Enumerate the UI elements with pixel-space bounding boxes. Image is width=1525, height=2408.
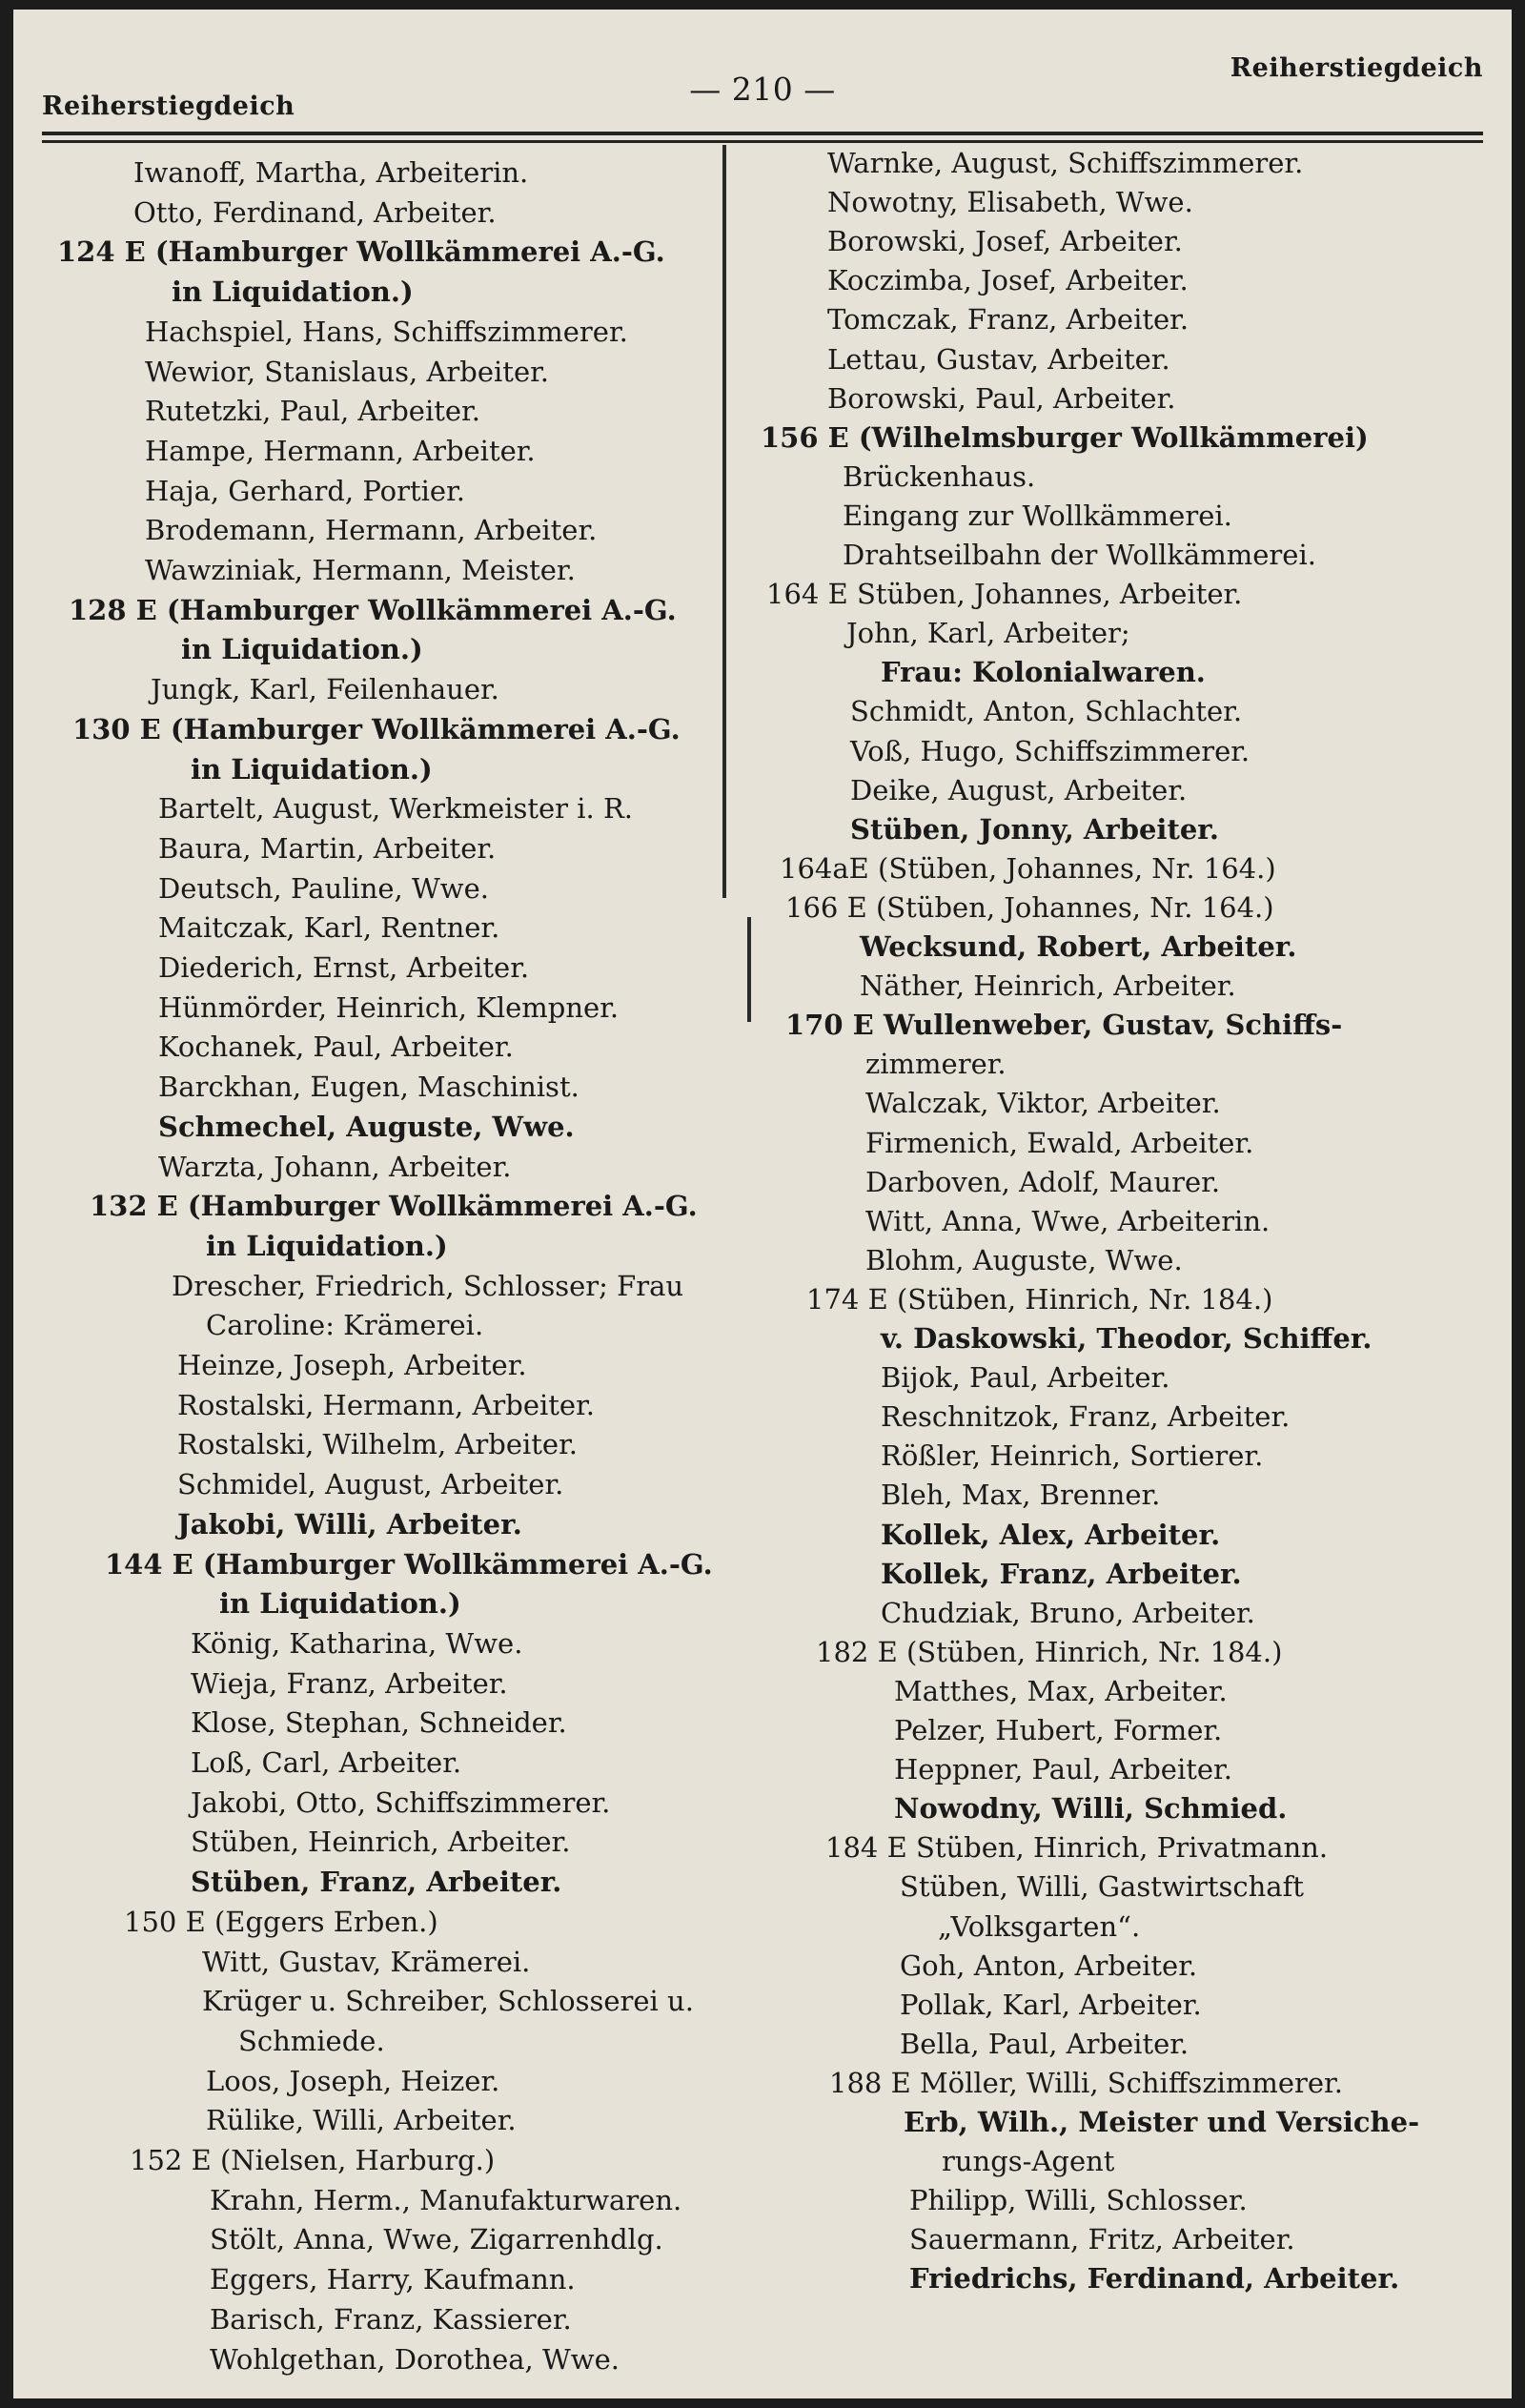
- left-column-line: Brodemann, Hermann, Arbeiter.: [145, 514, 598, 547]
- running-head-left: Reiherstiegdeich: [42, 92, 295, 121]
- left-column-line: Deutsch, Pauline, Wwe.: [158, 871, 489, 905]
- right-column-line: Kollek, Alex, Arbeiter.: [881, 1518, 1221, 1551]
- left-column-line: Wieja, Franz, Arbeiter.: [191, 1666, 508, 1700]
- right-column-line: 184 E Stüben, Hinrich, Privatmann.: [825, 1831, 1329, 1865]
- left-column-line: Baura, Martin, Arbeiter.: [158, 831, 497, 865]
- left-column-line: Wohlgethan, Dorothea, Wwe.: [210, 2342, 620, 2376]
- left-column-line: Jungk, Karl, Feilenhauer.: [151, 673, 499, 706]
- right-column-line: „Volksgarten“.: [938, 1909, 1141, 1943]
- right-column-line: Chudziak, Bruno, Arbeiter.: [881, 1596, 1255, 1629]
- right-column-line: Philipp, Willi, Schlosser.: [909, 2184, 1248, 2217]
- left-column-line: Bartelt, August, Werkmeister i. R.: [158, 792, 633, 826]
- left-column-line: Caroline: Krämerei.: [206, 1309, 484, 1342]
- right-column-line: Wecksund, Robert, Arbeiter.: [860, 930, 1297, 963]
- left-column-line: Eggers, Harry, Kaufmann.: [210, 2263, 576, 2296]
- right-column-line: Näther, Heinrich, Arbeiter.: [860, 969, 1236, 1003]
- left-column-line: Hünmörder, Heinrich, Klempner.: [158, 990, 620, 1024]
- left-column-line: Klose, Stephan, Schneider.: [191, 1706, 567, 1740]
- right-column-line: 164aE (Stüben, Johannes, Nr. 164.): [780, 851, 1276, 885]
- right-column-line: Witt, Anna, Wwe, Arbeiterin.: [865, 1204, 1271, 1237]
- header-rule-thin: [42, 140, 1483, 143]
- right-column-line: Bijok, Paul, Arbeiter.: [881, 1361, 1170, 1395]
- right-column-line: Rößler, Heinrich, Sortierer.: [881, 1439, 1264, 1473]
- right-column-line: Warnke, August, Schiffszimmerer.: [827, 147, 1304, 179]
- left-column-line: Drescher, Friedrich, Schlosser; Frau: [172, 1269, 684, 1302]
- left-column-line: Barckhan, Eugen, Maschinist.: [158, 1071, 580, 1104]
- right-column-line: 164 E Stüben, Johannes, Arbeiter.: [766, 578, 1243, 611]
- left-column-line: Rostalski, Wilhelm, Arbeiter.: [177, 1428, 578, 1461]
- page-number: — 210 —: [689, 71, 836, 108]
- left-column-line: 130 E (Hamburger Wollkämmerei A.-G.: [72, 712, 681, 745]
- left-column-line: Otto, Ferdinand, Arbeiter.: [133, 195, 497, 229]
- right-column-line: Matthes, Max, Arbeiter.: [894, 1674, 1228, 1707]
- left-column-line: in Liquidation.): [172, 275, 414, 309]
- left-column-line: 132 E (Hamburger Wollkämmerei A.-G.: [90, 1190, 698, 1223]
- left-column-line: Rostalski, Hermann, Arbeiter.: [177, 1388, 595, 1421]
- right-column-line: Deike, August, Arbeiter.: [850, 773, 1188, 806]
- left-column-line: Wewior, Stanislaus, Arbeiter.: [145, 355, 549, 388]
- right-column-line: zimmerer.: [865, 1048, 1006, 1081]
- right-column-line: Heppner, Paul, Arbeiter.: [894, 1753, 1232, 1786]
- left-column-line: König, Katharina, Wwe.: [191, 1626, 523, 1660]
- left-column-line: Loos, Joseph, Heizer.: [206, 2064, 500, 2097]
- left-column-line: Jakobi, Otto, Schiffszimmerer.: [191, 1786, 611, 1819]
- right-column-line: Voß, Hugo, Schiffszimmerer.: [850, 734, 1250, 767]
- left-column-line: Schmiede.: [238, 2024, 385, 2057]
- left-column-line: Hachspiel, Hans, Schiffszimmerer.: [145, 315, 628, 348]
- right-column-line: Pollak, Karl, Arbeiter.: [900, 1988, 1202, 2021]
- left-column-line: in Liquidation.): [181, 633, 423, 666]
- left-column-line: Maitczak, Karl, Rentner.: [158, 911, 500, 945]
- right-column-line: Erb, Wilh., Meister und Versiche-: [904, 2106, 1420, 2138]
- left-column-line: Diederich, Ernst, Arbeiter.: [158, 951, 530, 984]
- left-column-line: 124 E (Hamburger Wollkämmerei A.-G.: [57, 235, 665, 269]
- right-column-line: Schmidt, Anton, Schlachter.: [850, 695, 1243, 728]
- right-column-line: 188 E Möller, Willi, Schiffszimmerer.: [829, 2066, 1343, 2099]
- document-page: [13, 10, 1512, 2398]
- right-column-line: Lettau, Gustav, Arbeiter.: [827, 342, 1170, 376]
- left-column-line: Stölt, Anna, Wwe, Zigarrenhdlg.: [210, 2223, 663, 2256]
- right-column-line: Drahtseilbahn der Wollkämmerei.: [843, 539, 1316, 571]
- right-column-line: Goh, Anton, Arbeiter.: [900, 1949, 1198, 1982]
- right-column-line: Frau: Kolonialwaren.: [881, 656, 1206, 689]
- left-column-line: Rülike, Willi, Arbeiter.: [206, 2104, 517, 2137]
- right-column-line: John, Karl, Arbeiter;: [846, 617, 1130, 650]
- right-column-line: Borowski, Paul, Arbeiter.: [827, 381, 1176, 415]
- left-column-line: Krüger u. Schreiber, Schlosserei u.: [202, 1985, 694, 2018]
- right-column-line: Kollek, Franz, Arbeiter.: [881, 1557, 1242, 1590]
- column-divider: [722, 145, 726, 898]
- left-column-line: Witt, Gustav, Krämerei.: [202, 1945, 531, 1978]
- right-column-line: 156 E (Wilhelmsburger Wollkämmerei): [761, 420, 1369, 454]
- left-column-line: Barisch, Franz, Kassierer.: [210, 2302, 572, 2336]
- right-column-line: 182 E (Stüben, Hinrich, Nr. 184.): [816, 1635, 1283, 1668]
- right-column-line: Darboven, Adolf, Maurer.: [865, 1165, 1221, 1198]
- left-column-line: in Liquidation.): [206, 1229, 448, 1262]
- left-column-line: Rutetzki, Paul, Arbeiter.: [145, 395, 480, 428]
- left-column-line: Kochanek, Paul, Arbeiter.: [158, 1031, 514, 1064]
- left-column-line: Stüben, Franz, Arbeiter.: [191, 1866, 562, 1899]
- right-column-line: Pelzer, Hubert, Former.: [894, 1714, 1223, 1746]
- left-column-line: in Liquidation.): [191, 752, 433, 786]
- left-column-line: 152 E (Nielsen, Harburg.): [130, 2144, 496, 2176]
- right-column-line: Walczak, Viktor, Arbeiter.: [865, 1087, 1221, 1120]
- left-column-line: Haja, Gerhard, Portier.: [145, 474, 465, 507]
- right-column-line: Firmenich, Ewald, Arbeiter.: [865, 1126, 1254, 1159]
- right-column-line: Brückenhaus.: [843, 459, 1036, 493]
- right-column-line: Friedrichs, Ferdinand, Arbeiter.: [909, 2262, 1400, 2296]
- right-column-line: Stüben, Willi, Gastwirtschaft: [900, 1870, 1304, 1904]
- right-column-line: Koczimba, Josef, Arbeiter.: [827, 264, 1189, 297]
- right-column-line: 166 E (Stüben, Johannes, Nr. 164.): [785, 890, 1274, 924]
- left-column-line: Loß, Carl, Arbeiter.: [191, 1746, 462, 1779]
- right-column-line: Nowodny, Willi, Schmied.: [894, 1792, 1288, 1826]
- right-column-line: Bella, Paul, Arbeiter.: [900, 2027, 1190, 2060]
- right-column-line: rungs-Agent: [942, 2145, 1115, 2178]
- right-column-line: Sauermann, Fritz, Arbeiter.: [909, 2223, 1295, 2256]
- left-column-line: in Liquidation.): [219, 1587, 461, 1621]
- right-column-line: Blohm, Auguste, Wwe.: [865, 1243, 1183, 1276]
- right-column-line: Stüben, Jonny, Arbeiter.: [850, 812, 1220, 846]
- left-column-line: 128 E (Hamburger Wollkämmerei A.-G.: [69, 593, 677, 626]
- right-column-line: Tomczak, Franz, Arbeiter.: [827, 303, 1190, 337]
- left-column-line: Krahn, Herm., Manufakturwaren.: [210, 2183, 682, 2216]
- right-column-line: 170 E Wullenweber, Gustav, Schiffs-: [785, 1009, 1343, 1042]
- running-head-right: Reiherstiegdeich: [1230, 53, 1483, 83]
- column-divider-lower: [747, 917, 751, 1022]
- right-column-line: Reschnitzok, Franz, Arbeiter.: [881, 1400, 1291, 1434]
- left-column-line: 144 E (Hamburger Wollkämmerei A.-G.: [105, 1547, 713, 1581]
- left-column-line: Jakobi, Willi, Arbeiter.: [177, 1507, 522, 1541]
- header-rule: [42, 132, 1483, 135]
- right-column-line: Nowotny, Elisabeth, Wwe.: [827, 186, 1193, 219]
- left-column-line: Stüben, Heinrich, Arbeiter.: [191, 1826, 571, 1859]
- right-column-line: Bleh, Max, Brenner.: [881, 1479, 1161, 1512]
- left-column-line: Heinze, Joseph, Arbeiter.: [177, 1349, 527, 1381]
- right-column-line: Eingang zur Wollkämmerei.: [843, 499, 1232, 532]
- left-column-line: Hampe, Hermann, Arbeiter.: [145, 434, 536, 467]
- left-column-line: Schmidel, August, Arbeiter.: [177, 1468, 564, 1501]
- left-column-line: Schmechel, Auguste, Wwe.: [158, 1110, 575, 1143]
- left-column-line: 150 E (Eggers Erben.): [124, 1905, 438, 1938]
- right-column-line: 174 E (Stüben, Hinrich, Nr. 184.): [806, 1282, 1273, 1316]
- left-column-line: Wawziniak, Hermann, Meister.: [145, 554, 576, 586]
- right-column-line: v. Daskowski, Theodor, Schiffer.: [881, 1322, 1372, 1355]
- left-column-line: Iwanoff, Martha, Arbeiterin.: [133, 156, 529, 189]
- right-column-line: Borowski, Josef, Arbeiter.: [827, 225, 1183, 258]
- left-column-line: Warzta, Johann, Arbeiter.: [158, 1150, 512, 1183]
